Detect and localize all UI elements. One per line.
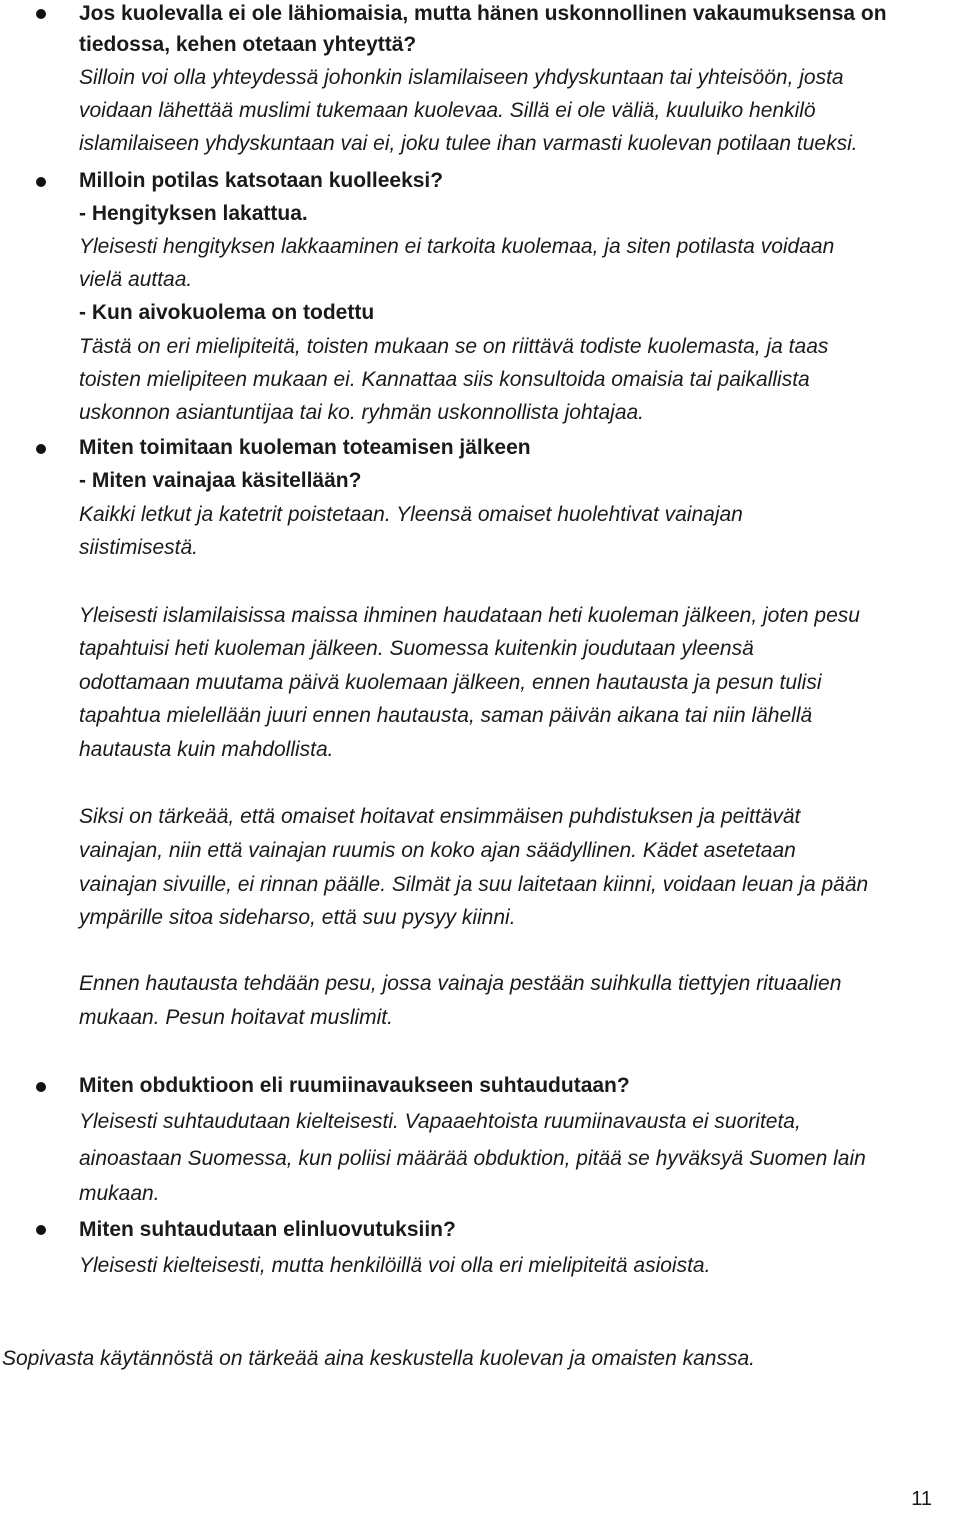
- text-line: siistimisestä.: [79, 536, 199, 559]
- closing-note: Sopivasta käytännöstä on tärkeää aina keskustella kuolevan ja omaisten kanssa.: [2, 1347, 755, 1370]
- bullet-icon: [36, 177, 46, 187]
- text-line: Ennen hautausta tehdään pesu, jossa vainaja pestään suihkulla tiettyjen rituaalien: [79, 972, 842, 995]
- text-line: tapahtua mielellään juuri ennen hautausta, saman päivän aikana tai niin lähellä: [79, 704, 813, 727]
- text-line: Jos kuolevalla ei ole lähiomaisia, mutta hänen uskonnollinen vakaumuksensa on: [79, 2, 887, 25]
- text-line: voidaan lähettää muslimi tukemaan kuolevaa. Sillä ei ole väliä, kuuluiko henkilö: [79, 99, 816, 122]
- text-line: Milloin potilas katsotaan kuolleeksi?: [79, 169, 444, 192]
- bullet-icon: [36, 1225, 46, 1235]
- text-line: Tästä on eri mielipiteitä, toisten mukaan se on riittävä todiste kuolemasta, ja taas: [79, 335, 829, 358]
- text-line: islamilaiseen yhdyskuntaan vai ei, joku tulee ihan varmasti kuolevan potilaan tueksi.: [79, 132, 858, 155]
- text-line: mukaan.: [79, 1182, 160, 1205]
- text-line: toisten mielipiteen mukaan ei. Kannattaa siis konsultoida omaisia tai paikallista: [79, 368, 810, 391]
- text-line: hautausta kuin mahdollista.: [79, 738, 334, 761]
- text-line: tiedossa, kehen otetaan yhteyttä?: [79, 33, 417, 56]
- text-line: - Miten vainajaa käsitellään?: [79, 469, 362, 492]
- text-line: tapahtuisi heti kuoleman jälkeen. Suomessa kuitenkin joudutaan yleensä: [79, 637, 754, 660]
- text-line: odottamaan muutama päivä kuolemaan jälkeen, ennen hautausta ja pesun tulisi: [79, 671, 822, 694]
- text-line: ympärille sitoa sideharso, että suu pysyy kiinni.: [79, 906, 516, 929]
- bullet-icon: [36, 444, 46, 454]
- text-line: Miten suhtaudutaan elinluovutuksiin?: [79, 1218, 456, 1241]
- text-line: vainajan, niin että vainajan ruumis on koko ajan säädyllinen. Kädet asetetaan: [79, 839, 796, 862]
- text-line: Miten obduktioon eli ruumiinavaukseen suhtaudutaan?: [79, 1074, 630, 1097]
- text-line: - Kun aivokuolema on todettu: [79, 301, 375, 324]
- bullet-icon: [36, 9, 46, 19]
- text-line: Yleisesti kielteisesti, mutta henkilöillä voi olla eri mielipiteitä asioista.: [79, 1254, 711, 1277]
- text-line: Yleisesti suhtaudutaan kielteisesti. Vapaaehtoista ruumiinavausta ei suoriteta,: [79, 1110, 801, 1133]
- text-line: Kaikki letkut ja katetrit poistetaan. Yleensä omaiset huolehtivat vainajan: [79, 503, 743, 526]
- text-line: uskonnon asiantuntijaa tai ko. ryhmän uskonnollista johtajaa.: [79, 401, 645, 424]
- text-line: ainoastaan Suomessa, kun poliisi määrää obduktion, pitää se hyväksyä Suomen lain: [79, 1147, 866, 1170]
- text-line: Miten toimitaan kuoleman toteamisen jälkeen: [79, 436, 531, 459]
- text-line: Yleisesti hengityksen lakkaaminen ei tarkoita kuolemaa, ja siten potilasta voidaan: [79, 235, 835, 258]
- text-line: vainajan sivuille, ei rinnan päälle. Silmät ja suu laitetaan kiinni, voidaan leuan ja pään: [79, 873, 869, 896]
- text-line: Yleisesti islamilaisissa maissa ihminen haudataan heti kuoleman jälkeen, joten pesu: [79, 604, 860, 627]
- text-line: - Hengityksen lakattua.: [79, 202, 308, 225]
- text-line: Siksi on tärkeää, että omaiset hoitavat ensimmäisen puhdistuksen ja peittävät: [79, 805, 801, 828]
- bullet-icon: [36, 1082, 46, 1092]
- page-number: 11: [911, 1488, 932, 1510]
- text-line: mukaan. Pesun hoitavat muslimit.: [79, 1006, 393, 1029]
- text-line: vielä auttaa.: [79, 268, 193, 291]
- text-line: Silloin voi olla yhteydessä johonkin islamilaiseen yhdyskuntaan tai yhteisöön, josta: [79, 66, 844, 89]
